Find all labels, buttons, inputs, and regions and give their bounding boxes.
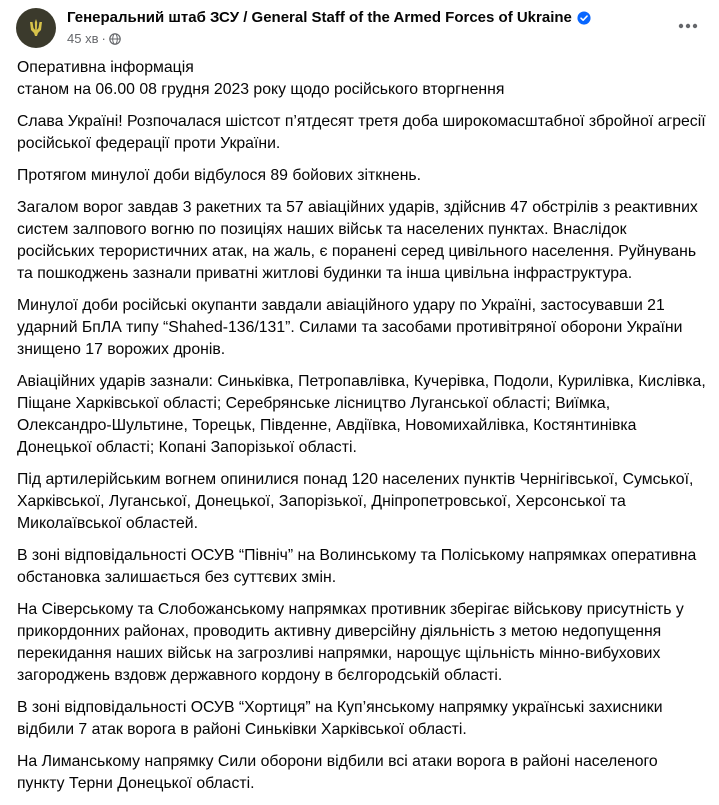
post-paragraph: Слава Україні! Розпочалася шістсот п’ятдесят третя доба широкомасштабної збройної агресії російської федерації проти України. bbox=[17, 113, 706, 152]
post-body bbox=[17, 57, 707, 805]
post-paragraph: Минулої доби російські окупанти завдали авіаційного удару по Україні, застосувавши 21 ударний БпЛА типу “Shahed-136/131”. Силами та засобами противітряної оборони України знищено 17 ворожих дронів. bbox=[17, 297, 683, 358]
globe-icon[interactable] bbox=[109, 33, 121, 45]
post-header bbox=[16, 8, 706, 52]
page-avatar[interactable] bbox=[16, 8, 56, 48]
trident-emblem-icon bbox=[24, 16, 48, 40]
post-paragraph: Протягом минулої доби відбулося 89 бойових зіткнень. bbox=[17, 167, 422, 184]
post-paragraph: Загалом ворог завдав 3 ракетних та 57 авіаційних ударів, здійснив 47 обстрілів з реактивних систем залпового вогню по позиціях наших військ та населених пунктах. Внаслідок російських терористичних атак, на жаль, є поранені серед цивільного населення. Руйнувань та пошкоджень зазнали приватні житлові будинки та інша цивільна інфраструктура. bbox=[17, 199, 698, 282]
post-paragraph: На Сіверському та Слобожанському напрямках противник зберігає військову присутність у прикордонних районах, проводить активну диверсійну діяльність з метою недопущення перекидання наших військ на загрозливі напрямки, нарощує щільність мінно-вибухових загороджень вздовж державного кордону в бєлгородській області. bbox=[17, 601, 684, 684]
post-paragraph: Авіаційних ударів зазнали: Синьківка, Петропавлівка, Кучерівка, Подоли, Курилівка, Кислівка, Піщане Харківської області; Серебрянське лісництво Луганської області; Виїмка, Олександро-Шультине, Торецьк, Південне, Авдіївка, Новомихайлівка, Костянтинівка Донецької області; Копані Запорізької області. bbox=[17, 373, 706, 456]
post-paragraph-heading: Оперативна інформація станом на 06.00 08 грудня 2023 року щодо російського вторгнення bbox=[17, 59, 505, 98]
author-line bbox=[67, 9, 591, 26]
post-paragraph: На Лиманському напрямку Сили оборони відбили всі атаки ворога в районі населеного пункту Терни Донецької області. bbox=[17, 753, 658, 792]
meta-separator: · bbox=[101, 31, 106, 46]
more-horizontal-icon bbox=[678, 23, 698, 29]
post-timestamp[interactable]: 45 хв bbox=[67, 31, 99, 46]
post-paragraph: В зоні відповідальності ОСУВ “Хортиця” на Куп’янському напрямку українські захисники відбили 7 атак ворога в районі Синьківки Харківської області. bbox=[17, 699, 663, 738]
author-name[interactable]: Генеральний штаб ЗСУ / General Staff of the Armed Forces of Ukraine bbox=[67, 9, 572, 26]
post-paragraph: Під артилерійським вогнем опинилися понад 120 населених пунктів Чернігівської, Сумської, Харківської, Луганської, Донецької, Запорізької, Дніпропетровської, Херсонської та Миколаївської областей. bbox=[17, 471, 694, 532]
verified-badge-icon bbox=[577, 11, 591, 25]
post-meta bbox=[67, 31, 121, 46]
post-paragraph: В зоні відповідальності ОСУВ “Північ” на Волинському та Поліському напрямках оперативна обстановка залишається без суттєвих змін. bbox=[17, 547, 697, 586]
more-options-button[interactable] bbox=[670, 8, 706, 44]
